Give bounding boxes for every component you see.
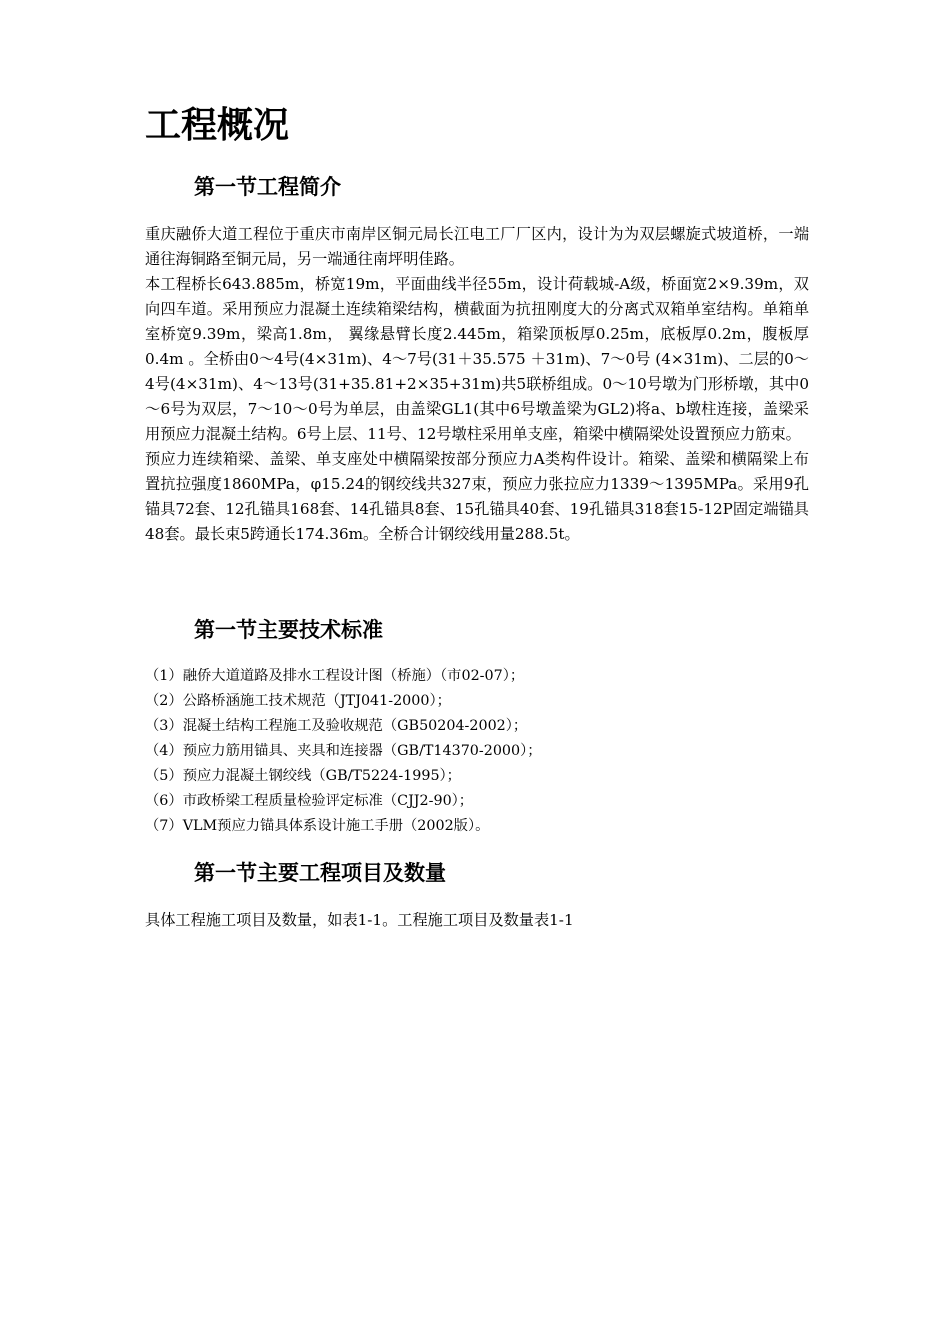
standard-item: （7）VLM预应力锚具体系设计施工手册（2002版）。 — [145, 818, 490, 834]
section-heading-overview: 第一节工程简介 — [194, 174, 341, 199]
page-title: 工程概况 — [145, 105, 290, 146]
quantities-text: 具体工程施工项目及数量，如表1-1。工程施工项目及数量表1-1 — [145, 911, 574, 929]
section-heading-quantities: 第一节主要工程项目及数量 — [194, 860, 446, 885]
standard-item: （6）市政桥梁工程质量检验评定标准（CJJ2-90）； — [145, 793, 474, 809]
standard-item: （1）融侨大道道路及排水工程设计图（桥施）（市02-07）； — [145, 668, 525, 684]
section-heading-standards: 第一节主要技术标准 — [194, 617, 383, 642]
standards-list-container — [145, 664, 809, 839]
standard-item: （4）预应力筋用锚具、夹具和连接器（GB/T14370-2000）； — [145, 743, 542, 759]
standard-item: （5）预应力混凝土钢绞线（GB/T5224-1995）； — [145, 768, 461, 784]
overview-paragraph: 本工程桥长643.885m，桥宽19m，平面曲线半径55m，设计荷载城-A级，桥面宽2×9.39m，双向四车道。采用预应力混凝土连续箱梁结构，横截面为抗扭刚度大的分离式双箱单室结构。单箱单室桥宽9.39m，梁高1.8m， 翼缘悬臂长度2.445m，箱梁顶板厚0.25m，底板厚0.2m，腹板厚0.4m 。全桥由0～4号(4×31m)、4～7号(31＋35.575 ＋31m)、7～0号 (4×31m)、二层的0～4号(4×31m)、4～13号(31+35.81+2×35+31m)共5联桥组成。0～10号墩为门形桥墩，其中0～6号为双层，7～10～0号为单层，由盖梁GL1(其中6号墩盖梁为GL2)将a、b墩柱连接，盖梁采用预应力混凝土结构。6号上层、11号、12号墩柱采用单支座，箱梁中横隔梁处设置预应力筋束。 — [145, 275, 809, 443]
standard-item: （2）公路桥涵施工技术规范（JTJ041-2000）； — [145, 693, 451, 709]
quantities-body — [145, 908, 809, 933]
standard-item: （3）混凝土结构工程施工及验收规范（GB50204-2002）； — [145, 718, 528, 734]
overview-paragraph: 重庆融侨大道工程位于重庆市南岸区铜元局长江电工厂厂区内，设计为为双层螺旋式坡道桥，一端通往海铜路至铜元局，另一端通往南坪明佳路。 — [145, 225, 809, 268]
overview-body — [145, 222, 809, 547]
overview-paragraph: 预应力连续箱梁、盖梁、单支座处中横隔梁按部分预应力A类构件设计。箱梁、盖梁和横隔梁上布置抗拉强度1860MPa，φ15.24的钢绞线共327束，预应力张拉应力1339～1395MPa。采用9孔锚具72套、12孔锚具168套、14孔锚具8套、15孔锚具40套、19孔锚具318套15-12P固定端锚具48套。最长束5跨通长174.36m。全桥合计钢绞线用量288.5t。 — [145, 450, 809, 543]
standards-list — [145, 664, 809, 839]
